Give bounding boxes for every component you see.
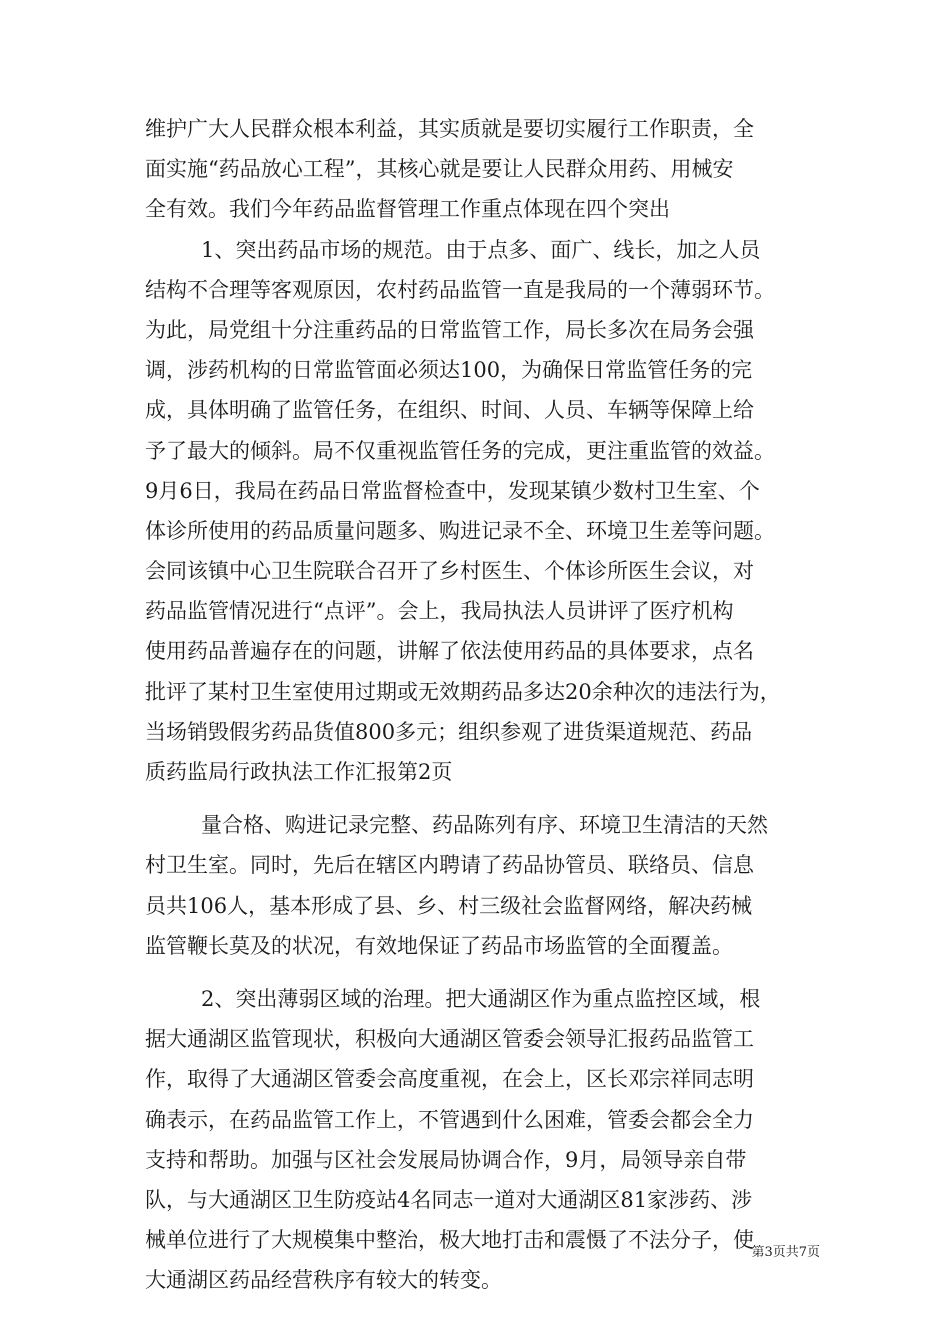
text-line: 作，取得了大通湖区管委会高度重视，在会上，区长邓宗祥同志明 [145, 1067, 754, 1092]
text-line: 村卫生室。同时，先后在辖区内聘请了药品协管员、联络员、信息 [145, 853, 754, 878]
text-line: 结构不合理等客观原因，农村药品监管一直是我局的一个薄弱环节。 [145, 277, 775, 302]
text-line: 调，涉药机构的日常监管面必须达100，为确保日常监管任务的完 [145, 358, 753, 383]
text-line: 会同该镇中心卫生院联合召开了乡村医生、个体诊所医生会议，对 [145, 559, 754, 584]
text-line: 确表示，在药品监管工作上，不管遇到什么困难，管委会都会全力 [145, 1107, 754, 1132]
paragraph-3 [145, 805, 817, 966]
text-line: 当场销毁假劣药品货值800多元；组织参观了进货渠道规范、药品 [145, 719, 753, 744]
text-line: 批评了某村卫生室使用过期或无效期药品多达20余种次的违法行为， [145, 679, 781, 704]
paragraph-gap [145, 792, 817, 805]
text-line: 成，具体明确了监管任务，在组织、时间、人员、车辆等保障上给 [145, 398, 754, 423]
paragraph-1 [145, 109, 817, 230]
text-line: 1、突出药品市场的规范。由于点多、面广、线长，加之人员 [201, 237, 761, 262]
text-line: 质药监局行政执法工作汇报第2页 [145, 760, 453, 784]
text-line: 使用药品普遍存在的问题，讲解了依法使用药品的具体要求，点名 [145, 639, 754, 664]
text-line: 9月6日，我局在药品日常监督检查中，发现某镇少数村卫生室、个 [145, 478, 760, 503]
text-line: 体诊所使用的药品质量问题多、购进记录不全、环境卫生差等问题。 [145, 518, 775, 543]
page-footer [690, 1243, 820, 1263]
text-line: 员共106人，基本形成了县、乡、村三级社会监督网络，解决药械 [145, 893, 753, 918]
text-line: 队，与大通湖区卫生防疫站4名同志一道对大通湖区81家涉药、涉 [145, 1187, 753, 1212]
paragraph-2 [145, 230, 817, 793]
paragraph-gap [145, 966, 817, 979]
text-line: 据大通湖区监管现状，积极向大通湖区管委会领导汇报药品监管工 [145, 1027, 754, 1052]
page-number: 第3页共7页 [751, 1245, 820, 1260]
text-line: 大通湖区药品经营秩序有较大的转变。 [145, 1268, 502, 1293]
document-body [145, 109, 817, 1300]
text-line: 全有效。我们今年药品监督管理工作重点体现在四个突出 [145, 197, 670, 222]
text-line: 量合格、购进记录完整、药品陈列有序、环境卫生清洁的天然 [201, 813, 768, 838]
text-line: 维护广大人民群众根本利益，其实质就是要切实履行工作职责，全 [145, 117, 754, 141]
text-line: 支持和帮助。加强与区社会发展局协调合作，9月，局领导亲自带 [145, 1147, 747, 1172]
text-line: 面实施“药品放心工程”，其核心就是要让人民群众用药、用械安 [145, 157, 734, 182]
text-line: 为此，局党组十分注重药品的日常监管工作，局长多次在局务会强 [145, 317, 754, 342]
text-line: 药品监管情况进行“点评”。会上，我局执法人员讲评了医疗机构 [145, 599, 734, 624]
text-line: 械单位进行了大规模集中整治，极大地打击和震慑了不法分子，使 [145, 1228, 754, 1253]
text-line: 监管鞭长莫及的状况，有效地保证了药品市场监管的全面覆盖。 [145, 933, 733, 958]
text-line: 予了最大的倾斜。局不仅重视监管任务的完成，更注重监管的效益。 [145, 438, 775, 463]
text-line: 2、突出薄弱区域的治理。把大通湖区作为重点监控区域，根 [201, 986, 761, 1011]
